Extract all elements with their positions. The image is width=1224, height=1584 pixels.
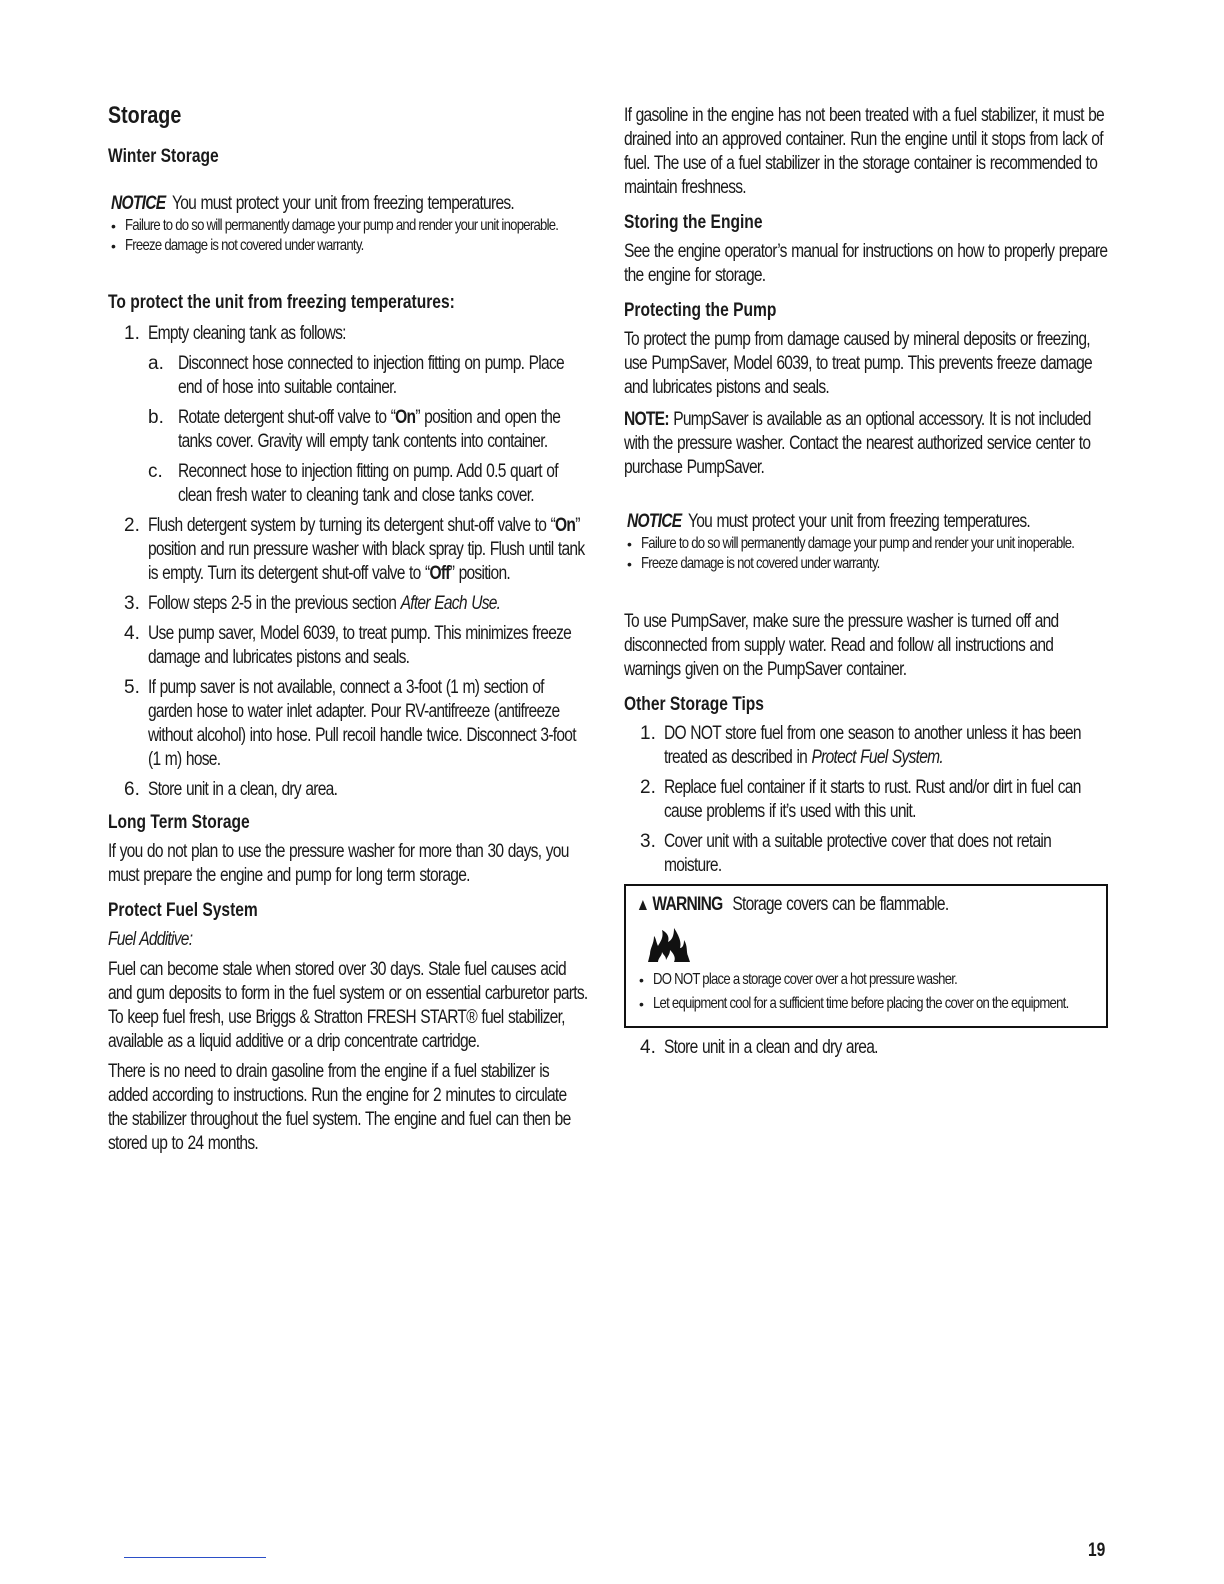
warning-label: WARNING: [652, 894, 723, 915]
notice-bullet: • Failure to do so will permanently damage your pump and render your unit inoperable.: [108, 216, 590, 236]
warning-triangle-icon: ▲: [636, 895, 650, 914]
notice-label: NOTICE: [111, 193, 166, 214]
heading-protecting-pump: Protecting the Pump: [624, 300, 777, 321]
left-column: [108, 100, 590, 1162]
list-item: 3. Cover unit with a suitable protective cover that does not retain moisture.: [640, 831, 1052, 876]
heading-winter-storage: Winter Storage: [108, 146, 219, 167]
list-item: c. Reconnect hose to injection fitting on pump. Add 0.5 quart of clean fresh water to cleaning tank and close tanks cover.: [148, 461, 558, 506]
sub-steps-list: [148, 352, 590, 508]
section-title-storage: Storage: [108, 102, 182, 129]
note-paragraph: NOTE: PumpSaver is available as an optional accessory. It is not included with the pressure washer. Contact the nearest authorized service center to purchase PumpSaver.: [624, 409, 1091, 478]
heading-long-term-storage: Long Term Storage: [108, 812, 250, 833]
list-item: 1. DO NOT store fuel from one season to another unless it has been treated as described in Protect Fuel System.: [640, 723, 1081, 768]
fuel-paragraph-1: Fuel can become stale when stored over 30 days. Stale fuel causes acid and gum deposits to form in the fuel system or on essential carburetor parts. To keep fuel fresh, use Briggs & Stratton FRESH START® fuel stabilizer, available as a liquid additive or a drip concentrate cartridge.: [108, 959, 588, 1052]
notice-bullet: • Freeze damage is not covered under warranty.: [624, 554, 1108, 574]
long-term-text: If you do not plan to use the pressure washer for more than 30 days, you must prepare the engine and pump for long term storage.: [108, 841, 569, 886]
footer-rule: [124, 1557, 266, 1558]
gasoline-paragraph: If gasoline in the engine has not been treated with a fuel stabilizer, it must be drained into an approved container. Run the engine until it stops from lack of fuel. The use of a fuel stabilizer in the storage container is recommended to maintain freshness.: [624, 105, 1104, 198]
notice-text: You must protect your unit from freezing temperatures.: [172, 193, 515, 214]
list-item: 5. If pump saver is not available, connect a 3-foot (1 m) section of garden hose to water inlet adapter. Pour RV-antifreeze (antifreeze without alcohol) into hose. Pull recoil handle twice. Disconnect 3-foot (1 m) hose.: [124, 677, 576, 770]
notice-box-2: [624, 510, 1108, 574]
list-item: a. Disconnect hose connected to injection fitting on pump. Place end of hose into suitable container.: [148, 353, 564, 398]
tips-list-continued: [624, 1036, 1108, 1060]
fuel-additive-label: Fuel Additive:: [108, 929, 193, 950]
heading-other-storage-tips: Other Storage Tips: [624, 694, 764, 715]
page-number: 19: [1088, 1540, 1106, 1561]
warning-bullet: • DO NOT place a storage cover over a hot pressure washer.: [636, 970, 1096, 990]
heading-protect-fuel-system: Protect Fuel System: [108, 900, 258, 921]
heading-protect-unit: To protect the unit from freezing temperatures:: [108, 292, 455, 313]
list-item: 3. Follow steps 2-5 in the previous section After Each Use.: [124, 593, 501, 614]
engine-text: See the engine operator’s manual for instructions on how to properly prepare the engine for storage.: [624, 241, 1108, 286]
heading-storing-engine: Storing the Engine: [624, 212, 763, 233]
winter-steps-list: [108, 322, 590, 802]
list-item: 6. Store unit in a clean, dry area.: [124, 779, 338, 800]
list-item: 1. Empty cleaning tank as follows: a. Disconnect hose connected to injection fitting on pump. Place end of hose into suitable container. b. Rotate detergent shut-off valve to “On” position and open the tanks cover. Gravity will empty tank contents into container. c. Reconnect hose to injection fitting on pump. Add 0.5 quart of clean fresh water to cleaning tank and close tanks cover.: [108, 322, 590, 508]
right-column: [624, 104, 1108, 1066]
warning-text: Storage covers can be flammable.: [732, 894, 949, 915]
list-item: 4. Use pump saver, Model 6039, to treat pump. This minimizes freeze damage and lubricates pistons and seals.: [124, 623, 572, 668]
use-pumpsaver-paragraph: To use PumpSaver, make sure the pressure washer is turned off and disconnected from supply water. Read and follow all instructions and warnings given on the PumpSaver container.: [624, 611, 1059, 680]
notice-label: NOTICE: [627, 511, 682, 532]
list-item: 2. Replace fuel container if it starts to rust. Rust and/or dirt in fuel can cause problems if it’s used with this unit.: [640, 777, 1081, 822]
warning-box: [624, 884, 1108, 1028]
list-item: b. Rotate detergent shut-off valve to “On” position and open the tanks cover. Gravity will empty tank contents into container.: [148, 407, 561, 452]
notice-bullet: • Freeze damage is not covered under warranty.: [108, 236, 590, 256]
notice-bullet: • Failure to do so will permanently damage your pump and render your unit inoperable.: [624, 534, 1108, 554]
list-item: 2. Flush detergent system by turning its detergent shut-off valve to “On” position and run pressure washer with black spray tip. Flush until tank is empty. Turn its detergent shut-off valve to “Off” position.: [124, 515, 585, 584]
pump-text: To protect the pump from damage caused by mineral deposits or freezing, use PumpSaver, Model 6039, to treat pump. This prevents freeze damage and lubricates pistons and seals.: [624, 329, 1092, 398]
notice-text: You must protect your unit from freezing temperatures.: [688, 511, 1031, 532]
fire-hazard-icon: [644, 924, 694, 964]
notice-box-1: [108, 192, 590, 256]
fuel-paragraph-2: There is no need to drain gasoline from the engine if a fuel stabilizer is added according to instructions. Run the engine for 2 minutes to circulate the stabilizer throughout the fuel system. The engine and fuel can then be stored up to 24 months.: [108, 1061, 571, 1154]
warning-bullet: • Let equipment cool for a sufficient time before placing the cover on the equipment.: [636, 994, 1096, 1014]
list-item: 4. Store unit in a clean and dry area.: [640, 1037, 878, 1058]
tips-list: [624, 722, 1108, 878]
